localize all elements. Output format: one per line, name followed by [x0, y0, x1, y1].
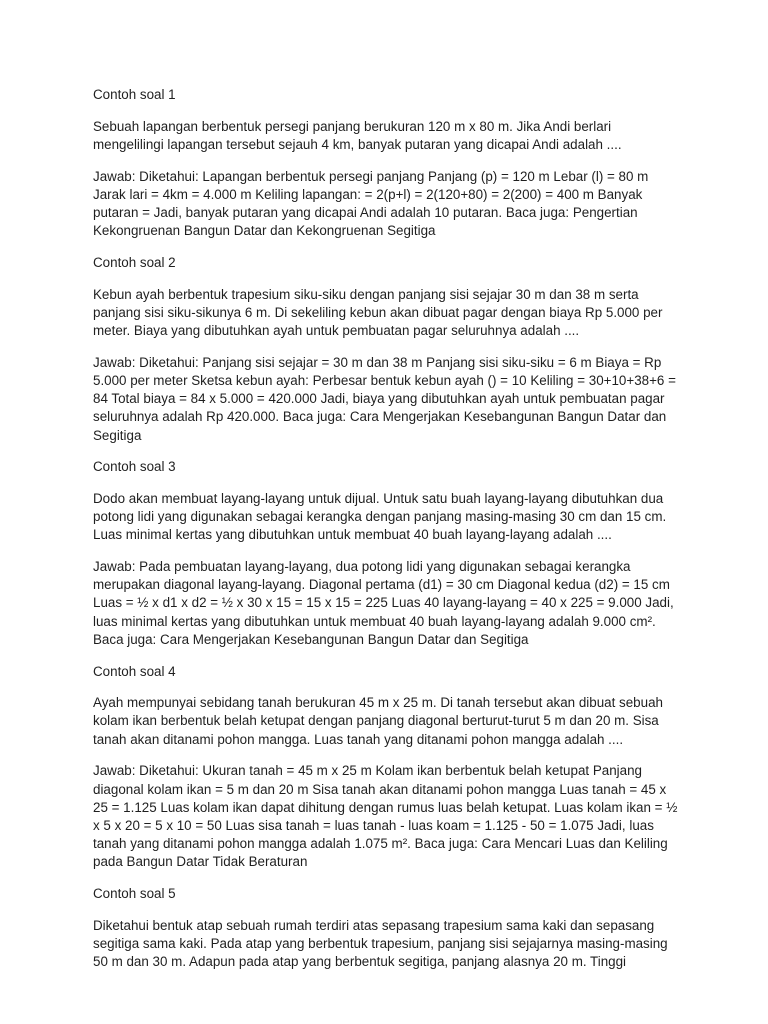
section-5-heading: Contoh soal 5 [93, 886, 176, 902]
section-3-question: Dodo akan membuat layang-layang untuk dijual. Untuk satu buah layang-layang dibutuhkan dua potong lidi yang digunakan sebagai kerangka dengan panjang masing-masing 30 cm dan 15 cm. Luas minimal kertas yang dibutuhkan untuk membuat 40 buah layang-layang adalah .... [93, 490, 667, 543]
document-page [93, 86, 683, 985]
section-2-answer: Jawab: Diketahui: Panjang sisi sejajar = 30 m dan 38 m Panjang sisi siku-siku = 6 m Biaya = Rp 5.000 per meter Sketsa kebun ayah: Perbesar bentuk kebun ayah () = 10 Keliling = 30+10+38+6 = 84 Total biaya = 84 x 5.000 = 420.000 Jadi, biaya yang dibutuhkan ayah untuk pembuatan pagar seluruhnya adalah Rp 420.000. Baca juga: Cara Mengerjakan Kesebangunan Bangun Datar dan Segitiga [93, 354, 676, 443]
section-1-question: Sebuah lapangan berbentuk persegi panjang berukuran 120 m x 80 m. Jika Andi berlari mengelilingi lapangan tersebut sejauh 4 km, banyak putaran yang dicapai Andi adalah .... [93, 118, 622, 152]
section-1-heading: Contoh soal 1 [93, 87, 176, 102]
section-4-question: Ayah mempunyai sebidang tanah berukuran 45 m x 25 m. Di tanah tersebut akan dibuat sebuah kolam ikan berbentuk belah ketupat dengan panjang diagonal berturut-turut 5 m dan 20 m. Sisa tanah akan ditanami pohon mangga. Luas tanah yang ditanami pohon mangga adalah .... [93, 695, 663, 747]
section-5-question: Diketahui bentuk atap sebuah rumah terdiri atas sepasang trapesium sama kaki dan sepasang segitiga sama kaki. Pada atap yang berbentuk trapesium, panjang sisi sejajarnya masing-masing 50 m dan 30 m. Adapun pada atap yang berbentuk segitiga, panjang alasnya 20 m. Tinggi [93, 917, 668, 970]
section-4-heading: Contoh soal 4 [93, 663, 176, 679]
section-2-question: Kebun ayah berbentuk trapesium siku-siku dengan panjang sisi sejajar 30 m dan 38 m serta panjang sisi siku-sikunya 6 m. Di sekeliling kebun akan dibuat pagar dengan biaya Rp 5.000 per meter. Biaya yang dibutuhkan ayah untuk pembuatan pagar seluruhnya adalah .... [93, 286, 663, 339]
section-4-answer: Jawab: Diketahui: Ukuran tanah = 45 m x 25 m Kolam ikan berbentuk belah ketupat Panjang diagonal kolam ikan = 5 m dan 20 m Sisa tanah akan ditanami pohon mangga Luas tanah = 45 x 25 = 1.125 Luas kolam ikan dapat dihitung dengan rumus luas belah ketupat. Luas kolam ikan = ½ x 5 x 20 = 5 x 10 = 50 Luas sisa tanah = luas tanah - luas koam = 1.125 - 50 = 1.075 Jadi, luas tanah yang ditanami pohon mangga adalah 1.075 m². Baca juga: Cara Mencari Luas dan Keliling pada Bangun Datar Tidak Beraturan [93, 763, 678, 870]
section-3-heading: Contoh soal 3 [93, 459, 176, 475]
section-3-answer: Jawab: Pada pembuatan layang-layang, dua potong lidi yang digunakan sebagai kerangka merupakan diagonal layang-layang. Diagonal pertama (d1) = 30 cm Diagonal kedua (d2) = 15 cm Luas = ½ x d1 x d2 = ½ x 30 x 15 = 15 x 15 = 225 Luas 40 layang-layang = 40 x 225 = 9.000 Jadi, luas minimal kertas yang dibutuhkan untuk membuat 40 buah layang-layang adalah 9.000 cm². Baca juga: Cara Mengerjakan Kesebangunan Bangun Datar dan Segitiga [93, 559, 674, 647]
section-1-answer: Jawab: Diketahui: Lapangan berbentuk persegi panjang Panjang (p) = 120 m Lebar (l) = 80 m Jarak lari = 4km = 4.000 m Keliling lapangan: = 2(p+l) = 2(120+80) = 2(200) = 400 m Banyak putaran = Jadi, banyak putaran yang dicapai Andi adalah 10 putaran. Baca juga: Pengertian Kekongruenan Bangun Datar dan Kekongruenan Segitiga [93, 168, 649, 239]
section-2-heading: Contoh soal 2 [93, 254, 176, 270]
